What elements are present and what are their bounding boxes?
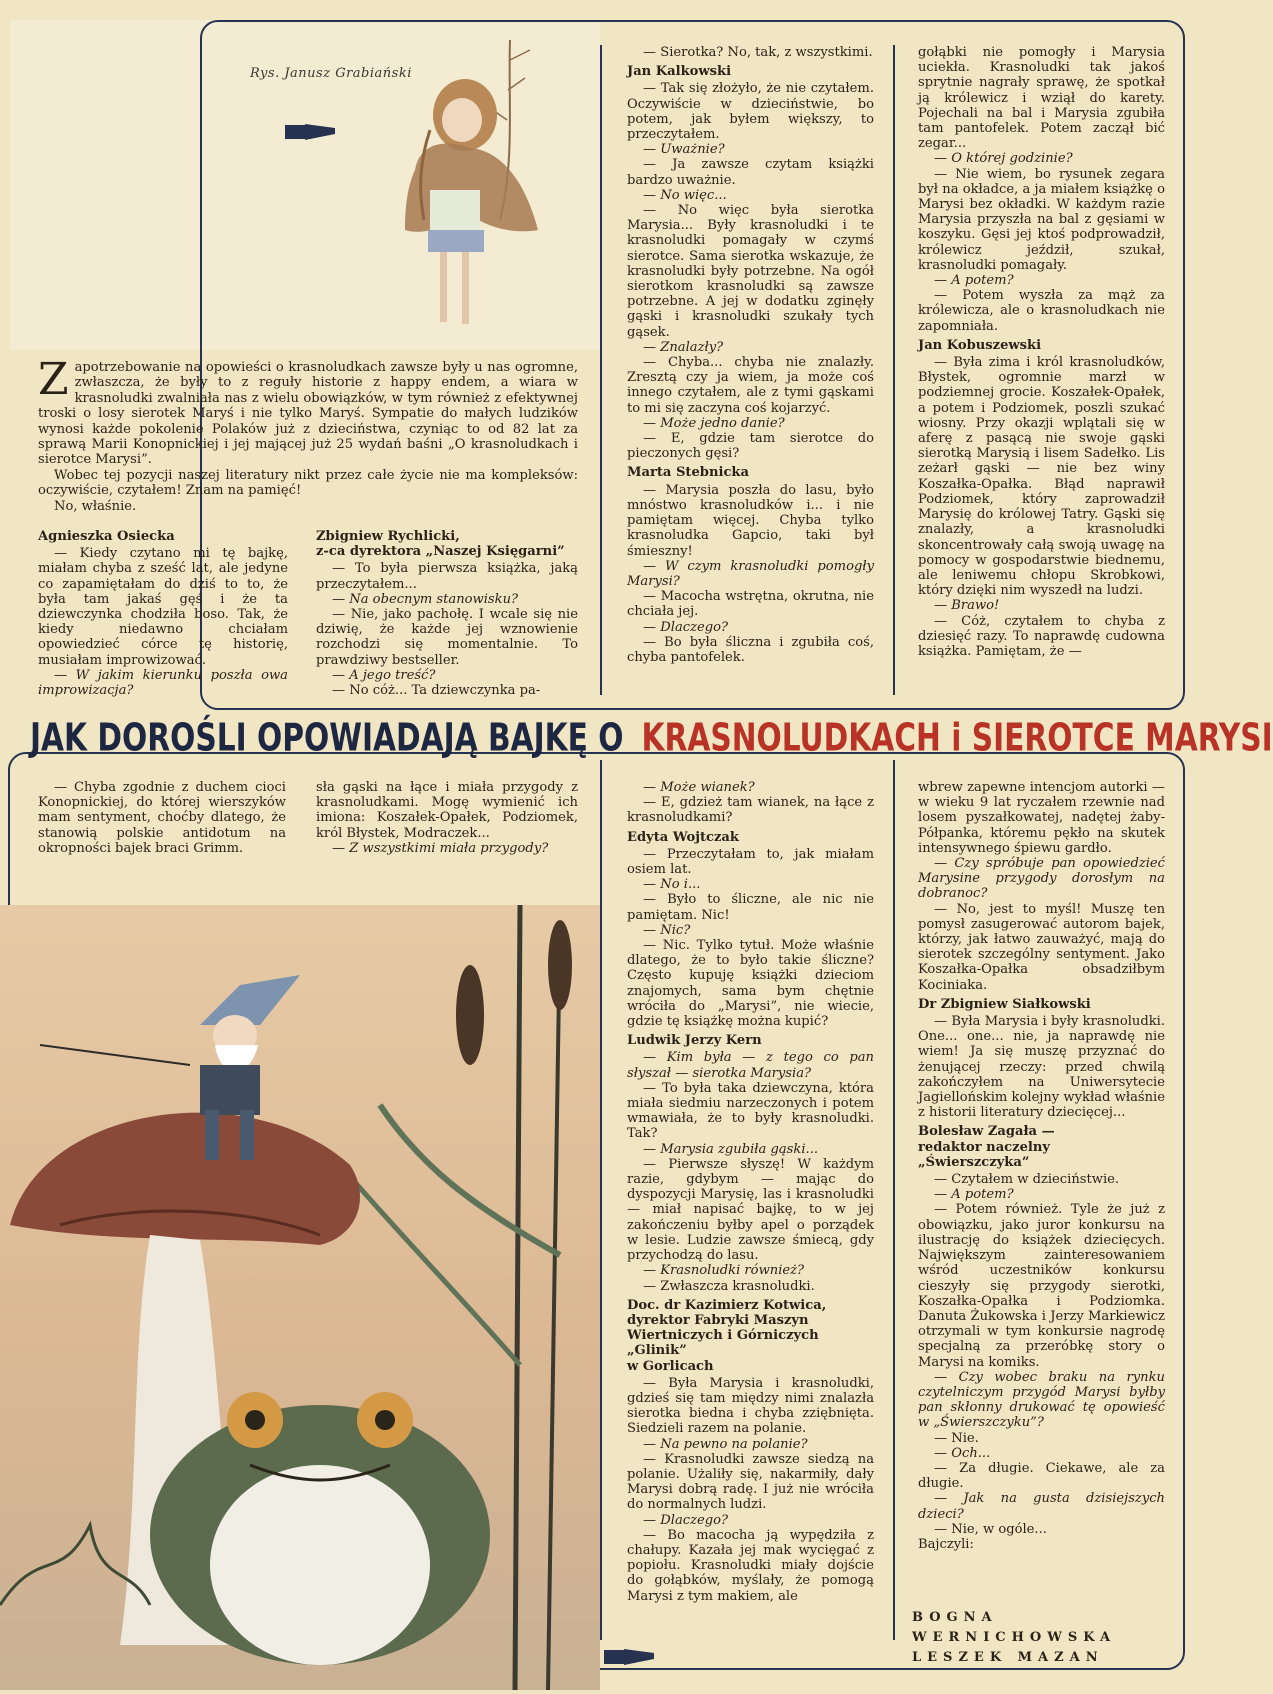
question: — Kim była — z tego co pan słyszał — sierotka Marysia?	[627, 1050, 874, 1081]
bottom-column-3	[627, 780, 874, 1604]
answer: — Potem wyszła za mąż za królewicza, ale o krasnoludkach nie zapomniała.	[918, 288, 1165, 334]
answer: — Krasnoludki zawsze siedzą na polanie. Użaliły się, nakarmiły, dały Marysi dobrą radę. I już nie wróciła do normalnych ludzi.	[627, 1451, 874, 1513]
speaker-name-line-1: Bolesław Zagała —	[918, 1124, 1055, 1140]
question: — Krasnoludki również?	[643, 1263, 805, 1279]
question: — Znalazły?	[643, 339, 724, 355]
speaker-name: Agnieszka Osiecka	[38, 529, 175, 544]
question: — Czy wobec braku na rynku czytelniczym przygód Marysi byłby pan skłonny drukować tę opowieść w „Świerszczyku”?	[918, 1369, 1165, 1431]
answer: — Chyba zgodnie z duchem cioci Konopnickiej, do której wierszyków mam sentyment, choćby dlatego, że stanowią polskie antidotum na okropności bajek braci Grimm.	[38, 780, 286, 856]
intro-paragraph-3: No, właśnie.	[54, 498, 137, 514]
question: — Czy spróbuje pan opowiedzieć Marysine przygody dorosłym na dobranoc?	[918, 856, 1165, 902]
answer: — Macocha wstrętna, okrutna, nie chciała jej.	[627, 589, 874, 620]
answer: — Czytałem w dzieciństwie.	[934, 1172, 1120, 1188]
speaker-name-line-2: w Gorlicach	[627, 1358, 714, 1374]
headline	[30, 715, 1273, 766]
bottom-column-2	[316, 780, 578, 856]
answer: — To była taka dziewczyna, która miała siedmiu narzeczonych i potem wmawiała, że to były krasnoludki. Tak?	[627, 1080, 874, 1142]
question: — Marysia zgubiła gąski...	[643, 1141, 819, 1157]
answer: — Była Marysia i krasnoludki, gdzieś się tam między nimi znalazła sierotka biedna i chyba zziębnięta. Siedzieli razem na polanie.	[627, 1375, 874, 1437]
answer: — Bo macocha ją wypędziła z chałupy. Kazała jej mak wycięgać z popiołu. Krasnoludki miały dojście do gołąbków, myślały, że pomogą Marysi z tym makiem, ale	[627, 1527, 874, 1604]
question: — Uważnie?	[643, 142, 725, 158]
answer: — E, gdzie tam sierotce do pieczonych gęsi?	[627, 431, 874, 462]
speaker-name	[918, 1124, 1165, 1170]
answer: — No więc była sierotka Marysia... Były krasnoludki i te krasnoludki pomagały w czymś sierotce. Sama sierotka wskazuje, że krasnoludki były potrzebne. Na ogół sierotkom krasnoludki są zawsze potrzebne. A jej w dodatku zginęły gąski i krasnoludki szukały tych gąsek.	[627, 203, 874, 340]
illustration-credit: Rys. Janusz Grabiański	[250, 66, 412, 81]
author-name: LESZEK MAZAN	[912, 1650, 1104, 1665]
speaker-name	[627, 1298, 874, 1374]
speaker-name: Dr Zbigniew Siałkowski	[918, 996, 1091, 1012]
answer: — Nie.	[934, 1430, 979, 1446]
column-rule	[893, 760, 895, 1640]
answer: — Cóż, czytałem to chyba z dziesięć razy. To naprawdę cudowna książka. Pamiętam, że —	[918, 613, 1165, 659]
question: — Jak na gusta dzisiejszych dzieci?	[918, 1491, 1165, 1522]
speaker-name: Edyta Wojtczak	[627, 829, 739, 845]
column-rule	[893, 45, 895, 695]
top-column-1	[38, 525, 288, 698]
gnome-mushroom-frog-illustration	[0, 905, 600, 1690]
bottom-column-4	[918, 780, 1165, 1552]
column-rule	[600, 760, 602, 1640]
question: — O której godzinie?	[934, 151, 1073, 167]
author-name: BOGNA WERNICHOWSKA	[912, 1610, 1117, 1645]
top-column-4	[918, 45, 1165, 659]
answer: — Potem również. Tyle że już z obowiązku, jako juror konkursu na ilustrację do książek dziecięcych. Największym zainteresowaniem wśród uczestników konkursu cieszyły się przygody sierotki, Koszałka-Opałka i Podziomka. Danuta Żukowska i Jerzy Markiewicz otrzymali w tym konkursie nagrodę specjalną za przeróbkę story o Marysi na komiks.	[918, 1202, 1165, 1370]
dropcap: Z	[38, 354, 69, 405]
answer: — Była Marysia i były krasnoludki. One... one... nie, ja naprawdę nie wiem! Ja się muszę przyznać do żenującej rzeczy: przed chwilą zakończyłem na Uniwersytecie Jagiellońskim kolejny wykład właśnie z historii literatury dziecięcej...	[918, 1014, 1165, 1121]
speaker-name: Jan Kobuszewski	[918, 337, 1042, 353]
answer: — Kiedy czytano mi tę bajkę, miałam chyba z sześć lat, ale jedyne co zapamiętałam do dziś to to, że była tam jakaś gęś i że ta dziewczynka chodziła boso. Tak, że kiedy niedawno chciałam opowiedzieć córce tę historię, musiałam improwizować.	[38, 546, 288, 668]
pointing-hand-icon	[285, 120, 343, 144]
answer: — Nie, w ogóle...	[934, 1521, 1047, 1537]
answer: — Była zima i król krasnoludków, Błystek, ogromnie marzł w podziemnej grocie. Koszałek-Opałek, a potem i Podziomek, poszli szukać wiosny. Przy okazji wplątali się w aferę z pasącą nie swoje gąski sierotką Marysią i lisem Sadełko. Lis zeżarł gąski — nie bez winy Koszałka-Opałka. Błąd naprawił Podziomek, który zaprowadził Marysię do królowej Tatry. Gąski się znalazły, a krasnoludki skoncentrowały całą swoją uwagę na pomocy w gospodarstwie biednemu, ale leniwemu chłopu Skrobkowi, który dzięki nim wyszedł na ludzi.	[918, 355, 1165, 599]
answer: — To była pierwsza książka, jaką przeczytałem...	[316, 561, 578, 592]
column-rule	[600, 45, 602, 695]
answer: — No, jest to myśl! Muszę ten pomysł zasugerować autorom bajek, którzy, jak łatwo zauważyć, mają do sierotek szczególny sentyment. Jako Koszałka-Opałka obsadziłbym Kociniaka.	[918, 901, 1165, 993]
answer: — Pierwsze słyszę! W każdym razie, gdybym — mając do dyspozycji Marysię, las i krasnoludki — miał napisać bajkę, to w jej zakończeniu byłby apel o porządek w lesie. Ludzie zawsze śmiecą, gdy przychodzą do lasu.	[627, 1156, 874, 1264]
answer: — Tak się złożyło, że nie czytałem. Oczywiście w dzieciństwie, bo potem, jak byłem większy, to przeczytałem.	[627, 81, 874, 143]
question: — Och...	[934, 1445, 991, 1461]
question: — A potem?	[934, 273, 1014, 289]
question: — No i...	[643, 877, 701, 893]
question: — A jego treść?	[332, 667, 436, 683]
question: — Może jedno danie?	[643, 415, 785, 431]
answer: — Marysia poszła do lasu, było mnóstwo krasnoludków i... i nie pamiętam więcej. Chyba tylko krasnoludka Gapcio, taki był śmieszny!	[627, 482, 874, 559]
question: — Dlaczego?	[643, 619, 729, 635]
top-column-3	[627, 45, 874, 665]
speaker-name: Ludwik Jerzy Kern	[627, 1033, 762, 1049]
answer: — Za długie. Ciekawe, ale za długie.	[918, 1460, 1165, 1492]
speaker-name	[316, 529, 578, 559]
speaker-name: Jan Kalkowski	[627, 64, 732, 80]
answer: — No cóż... Ta dziewczynka pa-	[332, 683, 541, 699]
speaker-name: Marta Stebnicka	[627, 465, 749, 481]
speaker-name-line-1: Zbigniew Rychlicki,	[316, 529, 460, 544]
answer: wbrew zapewne intencjom autorki — w wieku 9 lat ryczałem rzewnie nad losem pyszałkowatej, nadętej żaby-Półpanka, któremu pękło na skutek intensywnego śpiewu gardło.	[918, 780, 1165, 856]
question: — A potem?	[934, 1187, 1014, 1203]
intro-text	[38, 354, 578, 514]
answer: — Nie, jako pachołę. I wcale się nie dziwię, że każde jej wznowienie rozchodzi się momentalnie. To prawdziwy bestseller.	[316, 607, 578, 668]
question: — Brawo!	[934, 598, 1000, 614]
question: — Na pewno na polanie?	[643, 1436, 808, 1452]
answer: — Sierotka? No, tak, z wszystkimi.	[643, 45, 873, 60]
speaker-role: redaktor naczelny „Świerszczyka”	[918, 1139, 1051, 1170]
answer: — Było to śliczne, ale nic nie pamiętam. Nic!	[627, 892, 874, 923]
top-column-2	[316, 525, 578, 698]
question: — No więc...	[643, 187, 727, 203]
sign-off: Bajczyli:	[918, 1536, 974, 1552]
headline-part-2: KRASNOLUDKACH i SIEROTCE MARYSI	[641, 715, 1273, 760]
bottom-column-1	[38, 780, 286, 856]
answer: — Bo była śliczna i zgubiła coś, chyba pantofelek.	[627, 634, 874, 665]
question: — Nic?	[643, 922, 691, 938]
answer: — Zwłaszcza krasnoludki.	[643, 1278, 815, 1294]
answer: — Ja zawsze czytam książki bardzo uważnie.	[627, 157, 874, 188]
question: — W czym krasnoludki pomogły Marysi?	[627, 558, 874, 589]
question: — W jakim kierunku poszła owa improwizacja?	[38, 667, 288, 699]
speaker-name-line-1: Doc. dr Kazimierz Kotwica, dyrektor Fabryki Maszyn Wiertniczych i Górniczych „Glinik”	[627, 1297, 827, 1359]
answer: gołąbki nie pomogły i Marysia uciekła. Krasnoludki tak jakoś sprytnie nagrały sprawę, że spotkał ją królewicz i wziął do karety. Pojechali na bal i Marysia zgubiła tam pantofelek. Potem zaczął bić zegar...	[918, 45, 1165, 152]
intro-paragraph-2: Wobec tej pozycji naszej literatury nikt przez całe życie nie ma kompleksów: oczywiście, czytałem! Znam na pamięć!	[38, 467, 578, 499]
authors	[912, 1608, 1167, 1668]
answer: — E, gdzież tam wianek, na łące z krasnoludkami?	[627, 795, 874, 826]
speaker-role: z-ca dyrektora „Naszej Księgarni”	[316, 544, 565, 560]
answer: sła gąski na łące i miała przygody z krasnoludkami. Mogę wymienić ich imiona: Koszałek-Opałek, Podziomek, król Błystek, Modraczek...	[316, 780, 578, 841]
question: — Z wszystkimi miała przygody?	[332, 840, 549, 856]
question: — Na obecnym stanowisku?	[332, 591, 519, 607]
intro-paragraph-1: apotrzebowanie na opowieści o krasnoludkach zawsze były u nas ogromne, zwłaszcza, że były to z reguły historie z happy endem, a wiara w krasnoludki zwalniała nas z wielu obowiązków, w tym również z efektywnej troski o losy sierotek Maryś i nie tylko Maryś. Sympatie do małych ludzików wynosi każde pokolenie Polaków już z dzieciństwa, czyniąc to od 82 lat za sprawą Marii Konopnickiej i jej mającej już 25 wydań baśni „O krasnoludkach i sierotce Marysi”.	[38, 360, 578, 468]
headline-part-1: JAK DOROŚLI OPOWIADAJĄ BAJKĘ O	[30, 715, 624, 760]
answer: — Nic. Tylko tytuł. Może właśnie dlatego, że to było takie śliczne? Często kupuję książki dzieciom znajomych, sama bym chętnie wróciła do „Marysi”, nie wiecie, gdzie tę książkę można kupić?	[627, 938, 874, 1030]
pointing-hand-icon-bottom	[604, 1645, 662, 1669]
answer: — Przeczytałam to, jak miałam osiem lat.	[627, 846, 874, 878]
answer: — Chyba... chyba nie znalazły. Zresztą czy ja wiem, ja może coś innego czytałem, ale z tymi gąskami to mi się zaczyna coś kojarzyć.	[627, 355, 874, 416]
question: — Dlaczego?	[643, 1512, 729, 1528]
bottom-illustration	[0, 905, 600, 1690]
question: — Może wianek?	[643, 780, 755, 795]
answer: — Nie wiem, bo rysunek zegara był na okładce, a ja miałem książkę o Marysi bez okładki. W każdym razie Marysia przyszła na bal z gęsiami w koszyku. Gęsi jej ktoś podprowadził, królewicz jeździł, szukał, krasnoludki pomagały.	[918, 166, 1165, 273]
